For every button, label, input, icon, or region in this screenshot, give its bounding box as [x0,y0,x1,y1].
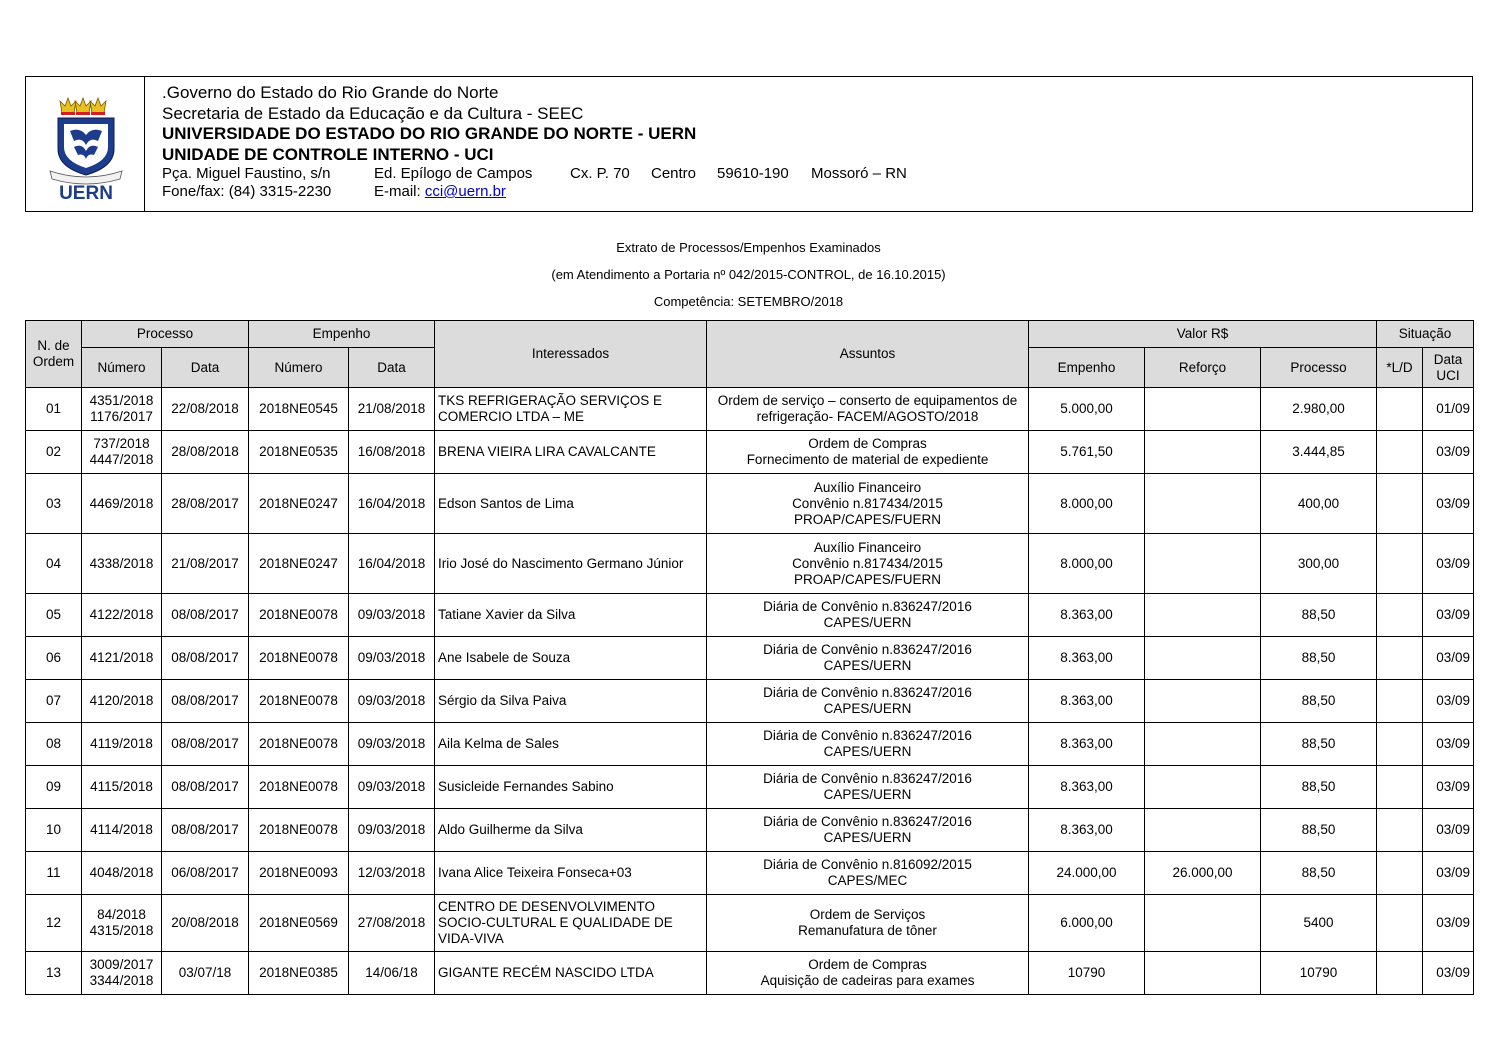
cell-emp-data: 27/08/2018 [349,895,435,952]
header-line-government: .Governo do Estado do Rio Grande do Norte [162,83,499,102]
cell-proc-num: 4122/2018 [82,594,162,637]
cell-v-reforco [1145,895,1261,952]
cell-assunto: Diária de Convênio n.816092/2015 CAPES/MEC [707,852,1029,895]
address-building: Ed. Epílogo de Campos [374,165,533,182]
cell-v-reforco [1145,594,1261,637]
cell-v-empenho: 8.363,00 [1029,637,1145,680]
cell-emp-data: 16/04/2018 [349,534,435,594]
cell-v-empenho: 6.000,00 [1029,895,1145,952]
cell-emp-num: 2018NE0535 [249,431,349,474]
cell-proc-num: 4120/2018 [82,680,162,723]
cell-proc-num: 84/2018 4315/2018 [82,895,162,952]
header-assuntos: Assuntos [707,321,1029,388]
cell-proc-data: 28/08/2017 [162,474,249,534]
cell-emp-num: 2018NE0093 [249,852,349,895]
header-empenho: Empenho [249,321,435,348]
uern-logo-icon [46,91,126,201]
cell-data-uci: 03/09 [1423,594,1474,637]
cell-ld [1377,594,1423,637]
cell-ld [1377,723,1423,766]
cell-assunto: Diária de Convênio n.836247/2016 CAPES/UERN [707,723,1029,766]
cell-proc-num: 4048/2018 [82,852,162,895]
cell-v-processo: 88,50 [1261,852,1377,895]
cell-v-processo: 300,00 [1261,534,1377,594]
cell-data-uci: 03/09 [1423,766,1474,809]
cell-v-empenho: 8.363,00 [1029,723,1145,766]
cell-emp-data: 09/03/2018 [349,766,435,809]
cell-v-reforco [1145,723,1261,766]
cell-assunto: Ordem de Serviços Remanufatura de tôner [707,895,1029,952]
cell-assunto: Ordem de Compras Aquisição de cadeiras para exames [707,952,1029,995]
cell-proc-num: 3009/2017 3344/2018 [82,952,162,995]
cell-data-uci: 03/09 [1423,534,1474,594]
cell-emp-data: 12/03/2018 [349,852,435,895]
cell-assunto: Ordem de Compras Fornecimento de material de expediente [707,431,1029,474]
cell-v-processo: 5400 [1261,895,1377,952]
table-body [26,388,1474,995]
cell-emp-data: 09/03/2018 [349,809,435,852]
cell-ld [1377,895,1423,952]
cell-proc-data: 08/08/2017 [162,766,249,809]
cell-v-processo: 88,50 [1261,594,1377,637]
cell-proc-data: 20/08/2018 [162,895,249,952]
cell-v-reforco [1145,431,1261,474]
header-empenho-data: Data [349,348,435,388]
cell-proc-num: 4114/2018 [82,809,162,852]
cell-proc-data: 08/08/2017 [162,680,249,723]
cell-data-uci: 03/09 [1423,952,1474,995]
cell-ordem: 12 [26,895,82,952]
cell-proc-data: 21/08/2017 [162,534,249,594]
header-interessados: Interessados [435,321,707,388]
report-competence: Competência: SETEMBRO/2018 [653,294,844,309]
cell-interessado: Irio José do Nascimento Germano Júnior [435,534,707,594]
cell-v-reforco [1145,809,1261,852]
cell-proc-data: 06/08/2017 [162,852,249,895]
cell-v-empenho: 5.000,00 [1029,388,1145,431]
cell-interessado: CENTRO DE DESENVOLVIMENTO SOCIO-CULTURAL E QUALIDADE DE VIDA-VIVA [435,895,707,952]
cell-data-uci: 03/09 [1423,723,1474,766]
cell-proc-num: 4121/2018 [82,637,162,680]
cell-emp-num: 2018NE0078 [249,680,349,723]
cell-assunto: Ordem de serviço – conserto de equipamentos de refrigeração- FACEM/AGOSTO/2018 [707,388,1029,431]
cell-ld [1377,680,1423,723]
cell-interessado: Aila Kelma de Sales [435,723,707,766]
table-row [26,594,1474,637]
cell-interessado: Sérgio da Silva Paiva [435,680,707,723]
cell-ordem: 08 [26,723,82,766]
cell-emp-num: 2018NE0078 [249,594,349,637]
cell-proc-data: 08/08/2017 [162,723,249,766]
cell-ordem: 10 [26,809,82,852]
cell-proc-num: 4469/2018 [82,474,162,534]
cell-proc-num: 4351/2018 1176/2017 [82,388,162,431]
cell-v-processo: 88,50 [1261,809,1377,852]
report-subtitle: (em Atendimento a Portaria nº 042/2015-CONTROL, de 16.10.2015) [551,267,946,282]
cell-data-uci: 03/09 [1423,637,1474,680]
address-city: Mossoró – RN [811,165,907,182]
cell-ld [1377,809,1423,852]
cell-interessado: TKS REFRIGERAÇÃO SERVIÇOS E COMERCIO LTDA – ME [435,388,707,431]
report-title: Extrato de Processos/Empenhos Examinados [616,240,881,255]
cell-v-reforco [1145,766,1261,809]
header-processo-numero: Número [82,348,162,388]
address-zip: 59610-190 [717,165,789,182]
table-row [26,534,1474,594]
address-district: Centro [651,165,697,182]
address-line [162,165,1472,183]
cell-ordem: 07 [26,680,82,723]
table-row [26,809,1474,852]
cell-ordem: 13 [26,952,82,995]
cell-v-empenho: 8.000,00 [1029,534,1145,594]
cell-data-uci: 03/09 [1423,809,1474,852]
table-row [26,766,1474,809]
cell-data-uci: 03/09 [1423,431,1474,474]
cell-assunto: Auxílio Financeiro Convênio n.817434/2015 PROAP/CAPES/FUERN [707,474,1029,534]
cell-ld [1377,388,1423,431]
cell-interessado: Tatiane Xavier da Silva [435,594,707,637]
cell-emp-data: 09/03/2018 [349,723,435,766]
table-row [26,388,1474,431]
cell-ordem: 06 [26,637,82,680]
cell-proc-num: 4115/2018 [82,766,162,809]
cell-ld [1377,766,1423,809]
cell-ordem: 02 [26,431,82,474]
process-table [25,320,1474,995]
cell-interessado: Susicleide Fernandes Sabino [435,766,707,809]
header-valor-processo: Processo [1261,348,1377,388]
cell-ld [1377,534,1423,594]
cell-v-reforco [1145,534,1261,594]
cell-v-reforco [1145,680,1261,723]
cell-proc-data: 22/08/2018 [162,388,249,431]
header-ordem: N. de Ordem [26,321,82,388]
header-data-uci: Data UCI [1423,348,1474,388]
address-box: Cx. P. 70 [570,165,630,182]
cell-ordem: 04 [26,534,82,594]
cell-proc-num: 737/2018 4447/2018 [82,431,162,474]
cell-emp-num: 2018NE0078 [249,809,349,852]
header-empenho-numero: Número [249,348,349,388]
header-line-university: UNIVERSIDADE DO ESTADO DO RIO GRANDE DO NORTE - UERN [162,124,697,143]
cell-v-empenho: 8.363,00 [1029,594,1145,637]
phone-text: Fone/fax: (84) 3315-2230 [162,183,332,200]
table-row [26,680,1474,723]
cell-v-empenho: 10790 [1029,952,1145,995]
cell-v-processo: 2.980,00 [1261,388,1377,431]
cell-v-processo: 88,50 [1261,637,1377,680]
cell-emp-num: 2018NE0247 [249,534,349,594]
cell-interessado: BRENA VIEIRA LIRA CAVALCANTE [435,431,707,474]
header-line-secretariat: Secretaria de Estado da Educação e da Cultura - SEEC [162,103,584,123]
cell-v-empenho: 8.363,00 [1029,680,1145,723]
cell-emp-data: 09/03/2018 [349,680,435,723]
header-valor: Valor R$ [1029,321,1377,348]
table-row [26,895,1474,952]
logo-cell [26,77,145,211]
cell-interessado: Aldo Guilherme da Silva [435,809,707,852]
cell-proc-data: 28/08/2018 [162,431,249,474]
header-valor-reforco: Reforço [1145,348,1261,388]
cell-interessado: Ivana Alice Teixeira Fonseca+03 [435,852,707,895]
cell-proc-data: 08/08/2017 [162,594,249,637]
cell-data-uci: 03/09 [1423,680,1474,723]
header-text [145,77,1472,211]
cell-interessado: Ane Isabele de Souza [435,637,707,680]
cell-ld [1377,952,1423,995]
cell-assunto: Diária de Convênio n.836247/2016 CAPES/UERN [707,809,1029,852]
cell-assunto: Diária de Convênio n.836247/2016 CAPES/UERN [707,637,1029,680]
cell-data-uci: 01/09 [1423,388,1474,431]
cell-v-processo: 3.444,85 [1261,431,1377,474]
cell-ordem: 01 [26,388,82,431]
cell-v-reforco [1145,952,1261,995]
cell-proc-data: 08/08/2017 [162,637,249,680]
table-row [26,637,1474,680]
cell-data-uci: 03/09 [1423,474,1474,534]
cell-emp-num: 2018NE0078 [249,637,349,680]
cell-v-processo: 10790 [1261,952,1377,995]
cell-v-reforco: 26.000,00 [1145,852,1261,895]
cell-v-processo: 88,50 [1261,680,1377,723]
header-ld: *L/D [1377,348,1423,388]
cell-emp-num: 2018NE0385 [249,952,349,995]
header-situacao: Situação [1377,321,1474,348]
cell-proc-data: 03/07/18 [162,952,249,995]
contact-line [162,183,1472,201]
cell-v-empenho: 8.363,00 [1029,766,1145,809]
cell-data-uci: 03/09 [1423,895,1474,952]
cell-v-reforco [1145,474,1261,534]
cell-emp-data: 16/08/2018 [349,431,435,474]
cell-assunto: Diária de Convênio n.836247/2016 CAPES/UERN [707,766,1029,809]
cell-data-uci: 03/09 [1423,852,1474,895]
cell-proc-num: 4119/2018 [82,723,162,766]
cell-emp-data: 14/06/18 [349,952,435,995]
cell-ordem: 11 [26,852,82,895]
cell-assunto: Diária de Convênio n.836247/2016 CAPES/UERN [707,594,1029,637]
cell-assunto: Auxílio Financeiro Convênio n.817434/2015 PROAP/CAPES/FUERN [707,534,1029,594]
cell-v-processo: 88,50 [1261,766,1377,809]
cell-v-empenho: 8.363,00 [1029,809,1145,852]
cell-emp-num: 2018NE0078 [249,723,349,766]
letterhead [25,76,1473,212]
cell-ld [1377,474,1423,534]
svg-text:UERN: UERN [59,183,113,201]
cell-assunto: Diária de Convênio n.836247/2016 CAPES/UERN [707,680,1029,723]
cell-interessado: GIGANTE RECÉM NASCIDO LTDA [435,952,707,995]
cell-ld [1377,852,1423,895]
cell-ld [1377,431,1423,474]
header-processo-data: Data [162,348,249,388]
cell-v-reforco [1145,637,1261,680]
cell-emp-num: 2018NE0569 [249,895,349,952]
table-row [26,723,1474,766]
header-processo: Processo [82,321,249,348]
cell-v-reforco [1145,388,1261,431]
cell-v-empenho: 5.761,50 [1029,431,1145,474]
header-line-unit: UNIDADE DE CONTROLE INTERNO - UCI [162,144,494,164]
cell-proc-data: 08/08/2017 [162,809,249,852]
header-valor-empenho: Empenho [1029,348,1145,388]
cell-ordem: 03 [26,474,82,534]
cell-proc-num: 4338/2018 [82,534,162,594]
cell-emp-num: 2018NE0078 [249,766,349,809]
cell-emp-data: 21/08/2018 [349,388,435,431]
cell-emp-num: 2018NE0545 [249,388,349,431]
cell-emp-num: 2018NE0247 [249,474,349,534]
cell-interessado: Edson Santos de Lima [435,474,707,534]
cell-ordem: 09 [26,766,82,809]
cell-emp-data: 09/03/2018 [349,594,435,637]
address-street: Pça. Miguel Faustino, s/n [162,165,331,182]
cell-v-processo: 400,00 [1261,474,1377,534]
table-row [26,952,1474,995]
cell-v-empenho: 24.000,00 [1029,852,1145,895]
email-link[interactable]: cci@uern.br [424,183,506,200]
table-row [26,852,1474,895]
cell-emp-data: 16/04/2018 [349,474,435,534]
cell-ld [1377,637,1423,680]
table-row [26,431,1474,474]
cell-v-empenho: 8.000,00 [1029,474,1145,534]
cell-emp-data: 09/03/2018 [349,637,435,680]
email-label: E-mail: [374,183,425,200]
cell-ordem: 05 [26,594,82,637]
table-row [26,474,1474,534]
cell-v-processo: 88,50 [1261,723,1377,766]
